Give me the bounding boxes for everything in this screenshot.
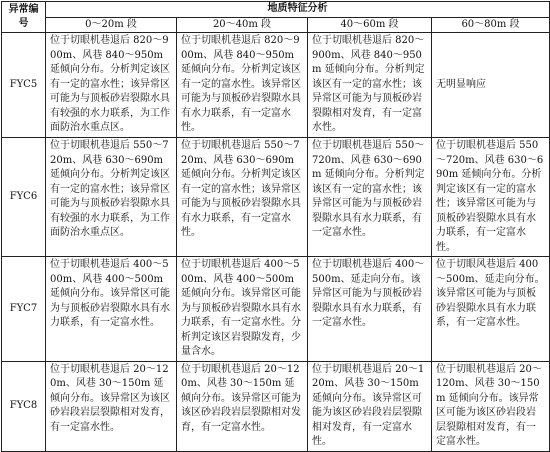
anomaly-id-header: 异常编号: [2, 2, 46, 33]
table-cell: 位于切眼机巷退后 20～120m、风巷 30～150m 延倾向分布。该异常区为该区砂岩段岩层裂隙相对发育，有一定富水性。: [46, 361, 177, 451]
table-cell: 位于切眼机巷退后 20～120m、风巷 30～150m 延倾向分布。该异常区可能为该区砂岩段岩层裂隙相对发育，有一定富水性。: [432, 361, 550, 451]
table-cell: 位于切眼机巷退后 820～900m、风巷 840～950m 延倾向分布。分析判定该区有一定的富水性；该异常区可能为与顶板砂岩裂隙水具有较强的水力联系，为工作面防治水重点区。: [46, 33, 177, 138]
table-row: [2, 33, 550, 138]
anomaly-id: FYC6: [2, 138, 46, 257]
table-cell: 位于切眼机巷退后 820～900m、风巷 840～950m 延倾向分布。分析判定该区有一定的富水性。该异常区可能为与顶板砂岩裂隙水具有水力联系，有一定富水性。: [177, 33, 308, 138]
table-row: [2, 361, 550, 451]
geology-analysis-header: 地质特征分析: [46, 2, 550, 18]
table-cell: 位于切眼机巷退后 400～500m、风巷 400～500m 延倾向分布。该异常区可能为与顶板砂岩裂隙水具有水力联系，有一定富水性。分析判定该区岩裂隙发育，少量含水。: [177, 257, 308, 362]
table-cell: 位于切眼风巷退后 400～500m、延走向分布。该异常区可能为与顶板砂岩裂隙水具有水力联系，有一定富水性。: [432, 257, 550, 362]
segment-header-40-60: 40～60m 段: [308, 17, 432, 33]
geology-analysis-table: [1, 1, 550, 452]
anomaly-id: FYC8: [2, 361, 46, 451]
table-cell: 位于切眼机巷退后 400～500m、延走向分布。该异常区可能为与顶板砂岩裂隙水具有水力联系，有一定富水性。: [308, 257, 432, 362]
table-cell: 位于切眼机巷退后 550～720m、风巷 630～690m 延倾向分布。分析判定该区有一定的富水性；该异常区可能为与顶板砂岩裂隙水具有水力联系，有一定富水性。: [308, 138, 432, 257]
segment-header-60-80: 60～80m 段: [432, 17, 550, 33]
table-row: [2, 138, 550, 257]
table-cell: 无明显响应: [432, 33, 550, 138]
table-cell: 位于切眼机巷退后 400～500m、风巷 400～500m 延倾向分布。该异常区可能为与顶板砂岩裂隙水具有水力联系，有一定富水性。: [46, 257, 177, 362]
table-cell: 位于切眼机巷退后 550～720m、风巷 630～690m 延倾向分布。分析判定该区有一定的富水性；该异常区可能为与顶板砂岩裂隙水具有水力联系，有一定富水性。: [432, 138, 550, 257]
segment-header-0-20: 0～20m 段: [46, 17, 177, 33]
table-cell: 位于切眼机巷退后 20～120m、风巷 30～150m 延倾向分布。该异常区可能为该区砂岩段岩层裂隙相对发育，有一定富水性。: [177, 361, 308, 451]
table-row: [2, 257, 550, 362]
table-cell: 位于切眼机巷退后 550～720m、风巷 630～690m 延倾向分布。分析判定该区有一定的富水性；该异常区可能为与顶板砂岩裂隙水具有较强的水力联系，为工作面防治水重点区。: [46, 138, 177, 257]
anomaly-id: FYC5: [2, 33, 46, 138]
anomaly-id: FYC7: [2, 257, 46, 362]
table-cell: 位于切眼机巷退后 550～720m、风巷 630～690m 延倾向分布。分析判定该区有一定的富水性；该异常区可能为与顶板砂岩裂隙水具有水力联系，有一定富水性。: [177, 138, 308, 257]
table-cell: 位于切眼机巷退后 820～900m、风巷 840～950m 延倾向分布。分析判定该区有一定的富水性；该异常区可能为与顶板砂岩裂隙相对发育，有一定富水性。: [308, 33, 432, 138]
table-cell: 位于切眼机巷退后 20～120m、风巷 30～150m 延倾向分布。该异常区可能为该区砂岩段岩层裂隙相对发育，有一定富水性。: [308, 361, 432, 451]
segment-header-20-40: 20～40m 段: [177, 17, 308, 33]
